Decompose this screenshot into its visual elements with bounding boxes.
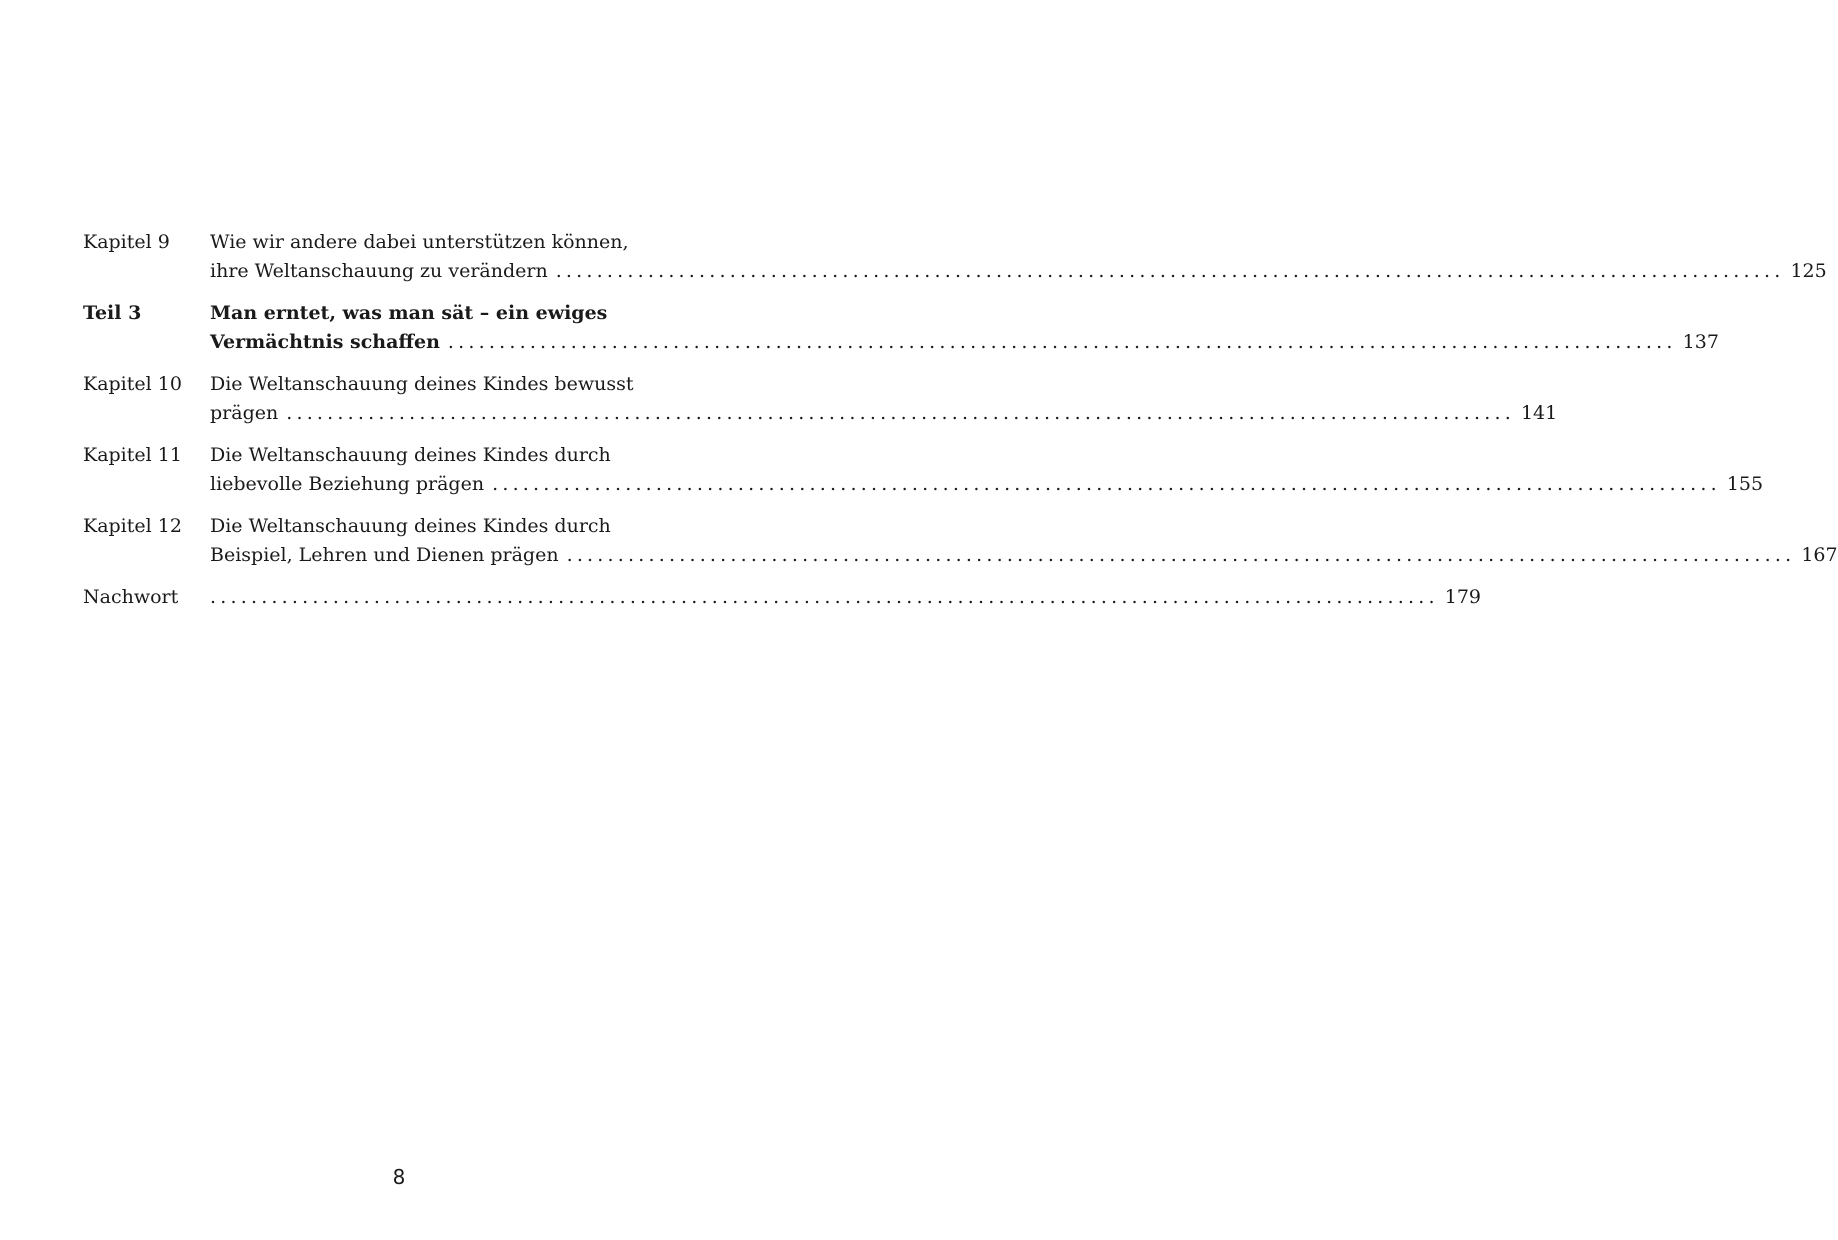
toc-entry-title-line: Wie wir andere dabei unterstützen können,: [210, 231, 629, 253]
toc-entry-body: [210, 583, 1481, 612]
toc-entry-body: [210, 512, 1838, 570]
toc-entry-leader-line: [210, 399, 1557, 428]
toc-entry-title-line: prägen: [210, 402, 279, 424]
toc-entry-kapitel-10: [83, 370, 1558, 428]
toc-entry-page-number: 179: [1444, 586, 1482, 608]
toc-entry-leader-line: [210, 328, 1719, 357]
toc-entry-title-line: Die Weltanschauung deines Kindes durch: [210, 444, 611, 466]
toc-entry-title-line: ihre Weltanschauung zu verändern: [210, 260, 548, 282]
toc-entry-teil-3: [83, 299, 1719, 357]
toc-dot-leader: ........................................................................................................................: [286, 402, 1515, 424]
toc-entry-leader-line: [210, 470, 1763, 499]
toc-entry-nachwort: [83, 583, 1482, 612]
toc-entry-leader-line: [210, 583, 1481, 612]
toc-entry-label: Kapitel 11: [83, 444, 182, 466]
toc-entry-body: [210, 228, 1827, 286]
toc-entry-label: Kapitel 12: [83, 515, 182, 537]
toc-entry-leader-line: [210, 541, 1838, 570]
toc-entry-label: Kapitel 10: [83, 373, 182, 395]
toc-dot-leader: ........................................................................................................................: [210, 586, 1439, 608]
toc-dot-leader: ........................................................................................................................: [566, 544, 1796, 566]
toc-entry-kapitel-11: [83, 441, 1764, 499]
toc-dot-leader: ........................................................................................................................: [447, 331, 1677, 353]
toc-entry-title-line: liebevolle Beziehung prägen: [210, 473, 485, 495]
toc-dot-leader: ........................................................................................................................: [555, 260, 1785, 282]
page-number: 8: [392, 1165, 406, 1189]
toc-entry-title-line: Die Weltanschauung deines Kindes bewusst: [210, 373, 634, 395]
toc-entry-body: [210, 370, 1557, 428]
table-of-contents: [83, 228, 1838, 625]
toc-entry-label: Kapitel 9: [83, 231, 170, 253]
toc-entry-body: [210, 299, 1719, 357]
toc-entry-page-number: 125: [1790, 260, 1827, 282]
toc-entry-page-number: 141: [1520, 402, 1558, 424]
toc-entry-page-number: 167: [1801, 544, 1838, 566]
toc-entry-title-line: Vermächtnis schaffen: [210, 331, 440, 353]
toc-entry-title-line: Man erntet, was man sät – ein ewiges: [210, 302, 608, 324]
toc-entry-leader-line: [210, 257, 1827, 286]
toc-entry-kapitel-9: [83, 228, 1827, 286]
toc-entry-title-line: Beispiel, Lehren und Dienen prägen: [210, 544, 559, 566]
toc-dot-leader: ........................................................................................................................: [492, 473, 1721, 495]
toc-entry-title-line: Die Weltanschauung deines Kindes durch: [210, 515, 611, 537]
toc-entry-label: Nachwort: [83, 586, 179, 608]
toc-entry-body: [210, 441, 1763, 499]
toc-entry-page-number: 155: [1726, 473, 1764, 495]
toc-entry-label: Teil 3: [83, 302, 142, 324]
toc-entry-kapitel-12: [83, 512, 1838, 570]
toc-entry-page-number: 137: [1682, 331, 1719, 353]
